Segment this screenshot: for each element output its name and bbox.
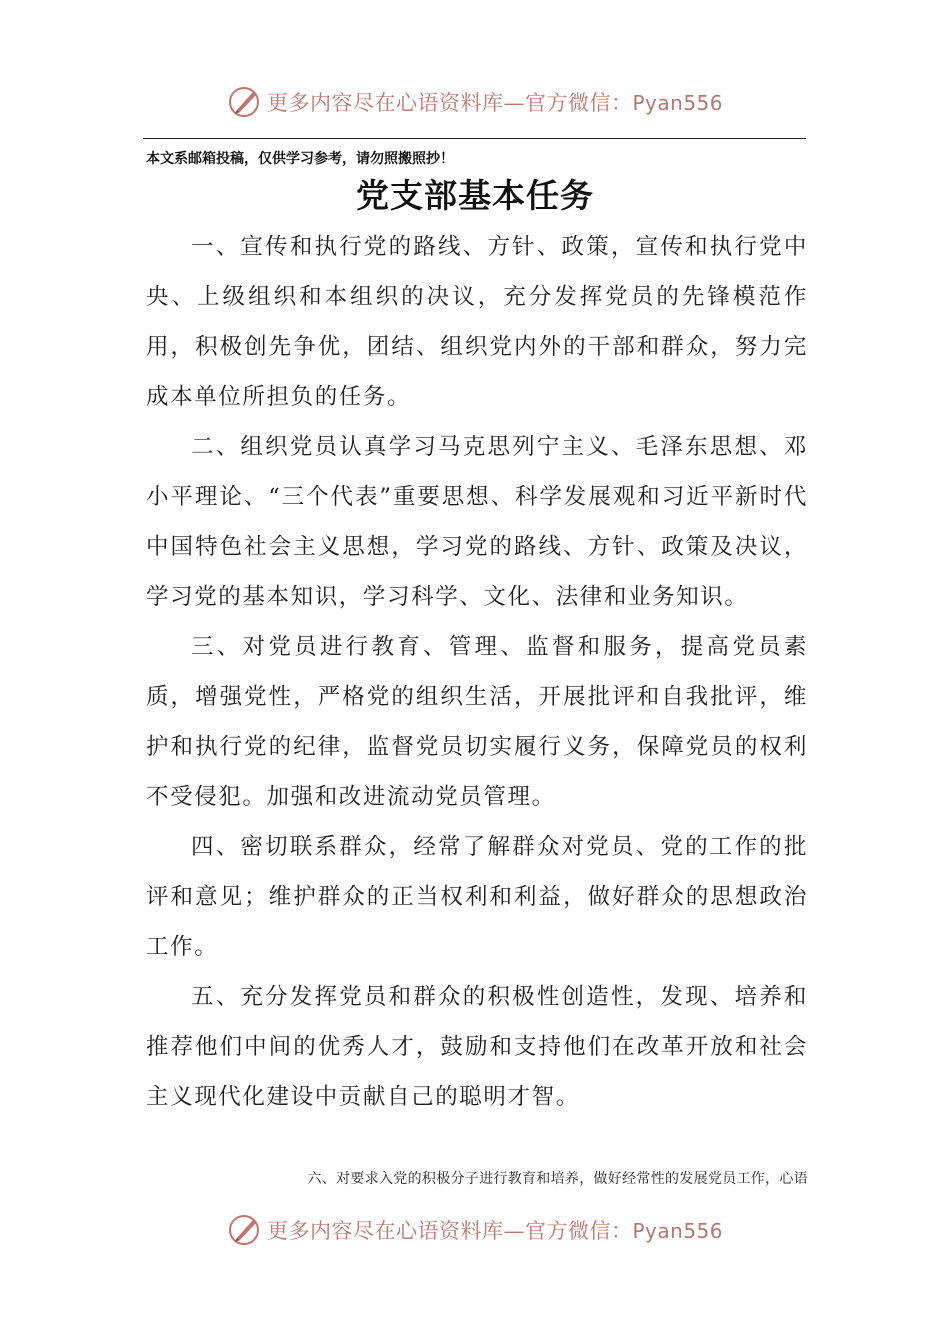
paragraph-4: 四、密切联系群众，经常了解群众对党员、党的工作的批评和意见；维护群众的正当权利和利益，做好群众的思想政治工作。 bbox=[146, 834, 808, 960]
pen-logo-icon bbox=[227, 84, 263, 120]
header-banner-text: 更多内容尽在心语资料库—官方微信：Pyan556 bbox=[266, 91, 723, 115]
footer-wechat-id: Pyan556 bbox=[632, 1219, 723, 1243]
header-banner bbox=[0, 82, 950, 122]
paragraph-5: 五、充分发挥党员和群众的积极性创造性，发现、培养和推荐他们中间的优秀人才，鼓励和支持他们在改革开放和社会主义现代化建设中贡献自己的聪明才智。 bbox=[146, 984, 808, 1110]
pen-logo-icon bbox=[227, 1212, 263, 1248]
footer-banner-text: 更多内容尽在心语资料库—官方微信：Pyan556 bbox=[266, 1219, 723, 1243]
paragraph-2: 二、组织党员认真学习马克思列宁主义、毛泽东思想、邓小平理论、“三个代表”重要思想、科学发展观和习近平新时代中国特色社会主义思想，学习党的路线、方针、政策及决议，学习党的基本知识，学习科学、文化、法律和业务知识。 bbox=[146, 434, 808, 610]
paragraph-1: 一、宣传和执行党的路线、方针、政策，宣传和执行党中央、上级组织和本组织的决议，充分发挥党员的先锋模范作用，积极创先争优，团结、组织党内外的干部和群众，努力完成本单位所担负的任务。 bbox=[146, 234, 808, 410]
header-rule bbox=[143, 138, 806, 139]
trailing-line: 六、对要求入党的积极分子进行教育和培养，做好经常性的发展党员工作，心语 bbox=[307, 1171, 808, 1187]
document-body bbox=[146, 222, 808, 1122]
submission-notice: 本文系邮箱投稿，仅供学习参考，请勿照搬照抄！ bbox=[146, 151, 454, 167]
footer-banner bbox=[0, 1210, 950, 1250]
header-wechat-id: Pyan556 bbox=[632, 91, 723, 115]
paragraph-3: 三、对党员进行教育、管理、监督和服务，提高党员素质，增强党性，严格党的组织生活，开展批评和自我批评，维护和执行党的纪律，监督党员切实履行义务，保障党员的权利不受侵犯。加强和改进流动党员管理。 bbox=[146, 634, 808, 810]
document-title: 党支部基本任务 bbox=[356, 176, 594, 215]
